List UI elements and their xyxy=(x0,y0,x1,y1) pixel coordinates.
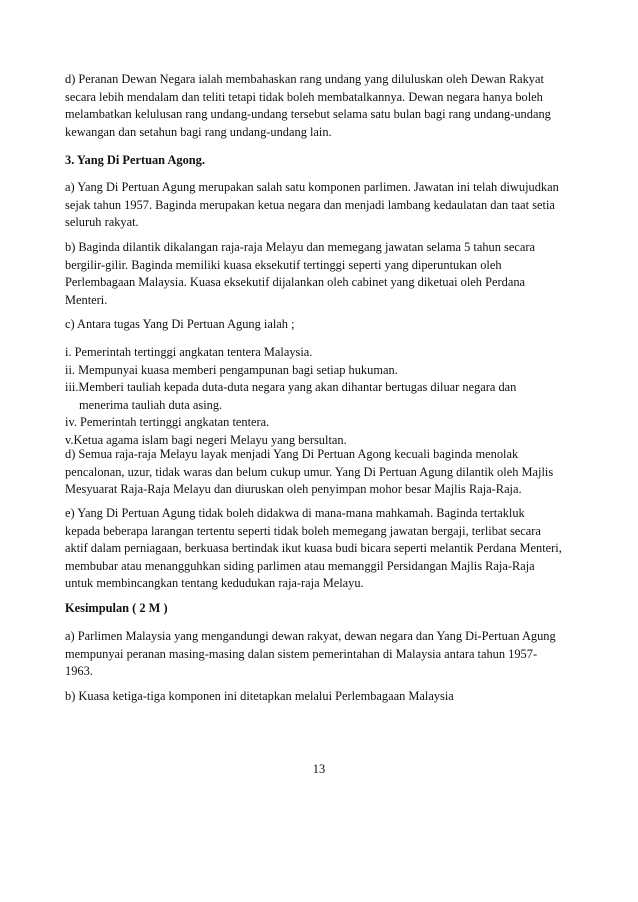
paragraph-agong-a xyxy=(65,179,600,232)
paragraph-dewan-negara xyxy=(65,71,600,141)
paragraph-kesimpulan-a xyxy=(65,628,600,681)
text-line: melambatkan kelulusan rang undang-undang tersebut selama satu bulan bagi rang undang-undang xyxy=(65,107,551,122)
paragraph-agong-b xyxy=(65,239,600,309)
text-line: a) Parlimen Malaysia yang mengandungi dewan rakyat, dewan negara dan Yang Di-Pertuan Agung xyxy=(65,629,556,643)
text-line: kepada beberapa larangan tertentu seperti tidak boleh memegang jawatan bergaji, terlibat secara xyxy=(65,523,541,538)
list-item: menerima tauliah duta asing. xyxy=(79,397,223,412)
text-line: sejak tahun 1957. Baginda merupakan ketua negara dan menjadi lambang kedaulatan dan taat setia xyxy=(65,197,555,212)
text-line: d) Peranan Dewan Negara ialah membahaskan rang undang yang diluluskan oleh Dewan Rakyat xyxy=(65,72,544,86)
text-line: secara lebih mendalam dan teliti tetapi tidak boleh membatalkannya. Dewan negara hanya boleh xyxy=(65,89,543,104)
paragraph-agong-d xyxy=(65,446,600,499)
text-line: d) Semua raja-raja Melayu layak menjadi Yang Di Pertuan Agong kecuali baginda menolak xyxy=(65,447,519,461)
text-line: b) Baginda dilantik dikalangan raja-raja Melayu dan memegang jawatan selama 5 tahun secara xyxy=(65,240,535,254)
list-item: iv. Pemerintah tertinggi angkatan tentera. xyxy=(65,415,270,430)
text-line: pencalonan, uzur, tidak waras dan belum cukup umur. Yang Di Pertuan Agung dilantik oleh Majlis xyxy=(65,464,554,479)
text-line: a) Yang Di Pertuan Agung merupakan salah satu komponen parlimen. Jawatan ini telah diwujudkan xyxy=(65,180,559,194)
list-item: v.Ketua agama islam bagi negeri Melayu yang bersultan. xyxy=(65,432,347,447)
text-line: untuk membincangkan tentang kedudukan raja-raja Melayu. xyxy=(65,576,364,591)
paragraph-kesimpulan-b: b) Kuasa ketiga-tiga komponen ini ditetapkan melalui Perlembagaan Malaysia xyxy=(65,689,454,703)
text-line: bergilir-gilir. Baginda memiliki kuasa eksekutif tertinggi seperti yang diperuntukan oleh xyxy=(65,257,502,272)
paragraph-agong-c: c) Antara tugas Yang Di Pertuan Agung ialah ; xyxy=(65,317,295,331)
list-item: i. Pemerintah tertinggi angkatan tentera Malaysia. xyxy=(65,345,313,359)
list-item: iii.Memberi tauliah kepada duta-duta negara yang akan dihantar bertugas diluar negara dan xyxy=(65,380,517,395)
section-heading-agong: 3. Yang Di Pertuan Agong. xyxy=(65,153,205,167)
paragraph-agong-e xyxy=(65,505,600,593)
text-line: mempunyai peranan masing-masing dalan sistem pemerintahan di Malaysia antara tahun 1957- xyxy=(65,646,538,661)
text-line: Mesyuarat Raja-Raja Melayu dan diuruskan oleh penyimpan mohor besar Majlis Raja-Raja. xyxy=(65,482,522,497)
text-line: aktif dalam perniagaan, berkuasa bertindak ikut kuasa budi bicara seperti melantik Perdana Menteri, xyxy=(65,541,562,556)
text-line: e) Yang Di Pertuan Agung tidak boleh didakwa di mana-mana mahkamah. Baginda tertakluk xyxy=(65,506,525,520)
text-line: Perlembagaan Malaysia. Kuasa eksekutif dijalankan oleh cabinet yang diketuai oleh Perdana xyxy=(65,275,526,290)
page-number: 13 xyxy=(312,762,326,776)
text-line: seluruh rakyat. xyxy=(65,215,139,230)
section-heading-kesimpulan: Kesimpulan ( 2 M ) xyxy=(65,601,168,615)
text-line: Menteri. xyxy=(65,292,108,307)
text-line: membubar atau menangguhkan siding parlimen atau memanggil Persidangan Majlis Raja-Raja xyxy=(65,558,535,573)
duties-list xyxy=(65,344,600,450)
list-item: ii. Mempunyai kuasa memberi pengampunan bagi setiap hukuman. xyxy=(65,362,398,377)
text-line: 1963. xyxy=(65,664,93,679)
text-line: kewangan dan setahun bagi rang undang-undang lain. xyxy=(65,124,332,139)
